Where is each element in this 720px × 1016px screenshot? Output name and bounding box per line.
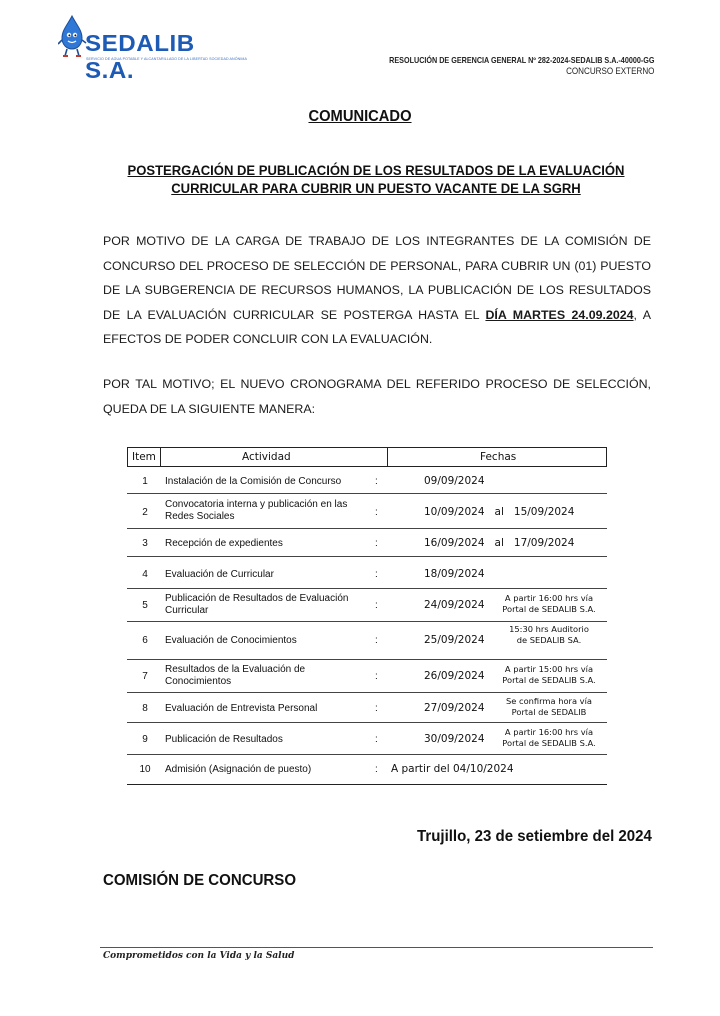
table-row	[127, 557, 607, 589]
sedalib-logo	[58, 14, 248, 83]
logo-wordmark: SEDALIB S.A.	[85, 30, 195, 83]
footer-slogan: Comprometidos con la Vida y la Salud	[103, 951, 295, 961]
row-colon: :	[375, 635, 378, 646]
place-and-date: Trujillo, 23 de setiembre del 2024	[417, 828, 652, 845]
row-activity: Evaluación de Conocimientos	[165, 635, 297, 646]
header-item: Item	[132, 451, 156, 463]
table-row	[127, 660, 607, 693]
row-colon: :	[375, 671, 378, 682]
table-row	[127, 693, 607, 723]
table-row	[127, 467, 607, 494]
row-activity: Convocatoria interna y publicación en las Redes Sociales	[165, 499, 348, 522]
row-note: Se confirma hora vía Portal de SEDALIB	[506, 696, 592, 717]
row-item: 2	[142, 507, 148, 518]
row-date: A partir del 04/10/2024	[391, 763, 514, 775]
row-note: A partir 16:00 hrs vía Portal de SEDALIB S.A.	[502, 727, 596, 748]
row-note: A partir 16:00 hrs vía Portal de SEDALIB S.A.	[502, 593, 596, 614]
row-colon: :	[375, 734, 378, 745]
row-item: 9	[142, 734, 148, 745]
row-item: 3	[142, 538, 148, 549]
row-activity: Recepción de expedientes	[165, 538, 283, 549]
row-activity: Admisión (Asignación de puesto)	[165, 764, 312, 775]
row-activity: Instalación de la Comisión de Concurso	[165, 476, 342, 487]
table-row	[127, 755, 607, 785]
resolution-block	[353, 56, 654, 77]
paragraph-text-end: , A EFECTOS DE PODER CONCLUIR CON LA EVALUACIÓN.	[103, 307, 652, 347]
row-date: 16/09/2024 al 17/09/2024	[424, 537, 575, 549]
paragraph-postponement	[103, 229, 651, 352]
row-date: 09/09/2024	[424, 475, 485, 487]
row-item: 6	[142, 635, 148, 646]
contest-type: CONCURSO EXTERNO	[565, 66, 654, 77]
headline	[100, 162, 652, 198]
row-item: 8	[142, 703, 148, 714]
table-row	[127, 589, 607, 622]
row-colon: :	[375, 764, 378, 775]
row-activity: Evaluación de Entrevista Personal	[165, 703, 318, 714]
row-date: 18/09/2024	[424, 568, 485, 580]
footer-divider	[100, 947, 653, 948]
committee-signature: COMISIÓN DE CONCURSO	[103, 872, 297, 889]
header-activity: Actividad	[242, 451, 291, 463]
row-date: 10/09/2024 al 15/09/2024	[424, 506, 575, 518]
row-note: A partir 15:00 hrs vía Portal de SEDALIB S.A.	[502, 664, 596, 685]
headline-line-2: CURRICULAR PARA CUBRIR UN PUESTO VACANTE DE LA SGRH	[171, 181, 581, 197]
row-activity: Publicación de Resultados	[165, 734, 283, 745]
row-activity: Evaluación de Curricular	[165, 569, 274, 580]
row-date: 25/09/2024	[424, 634, 485, 646]
row-colon: :	[375, 600, 378, 611]
row-colon: :	[375, 538, 378, 549]
resolution-number: RESOLUCIÓN DE GERENCIA GENERAL Nº 282-2024-SEDALIB S.A.-40000-GG	[388, 56, 654, 65]
table-row	[127, 494, 607, 529]
row-activity: Resultados de la Evaluación de Conocimientos	[165, 664, 306, 687]
document-title: COMUNICADO	[308, 108, 412, 125]
table-row	[127, 529, 607, 557]
row-item: 7	[142, 671, 148, 682]
row-note: 15:30 hrs Auditorio de SEDALIB SA.	[509, 624, 589, 645]
row-date: 26/09/2024	[424, 670, 485, 682]
water-drop-mascot-icon	[58, 14, 88, 60]
row-date: 24/09/2024	[424, 599, 485, 611]
header-dates: Fechas	[480, 451, 517, 463]
headline-line-1: POSTERGACIÓN DE PUBLICACIÓN DE LOS RESULTADOS DE LA EVALUACIÓN	[127, 163, 625, 179]
paragraph-text: POR MOTIVO DE LA CARGA DE TRABAJO DE LOS INTEGRANTES DE LA COMISIÓN DE CONCURSO DEL PROCESO DE SELECCIÓN DE PERSONAL, PARA CUBRIR UN (01) PUESTO DE LA SUBGERENCIA DE RECURSOS HUMANOS, LA PUBLICACIÓN DE LOS RESULTADOS DE LA EVALUACIÓN CURRICULAR SE POSTERGA HASTA EL	[103, 234, 651, 322]
paragraph-schedule-intro: POR TAL MOTIVO; EL NUEVO CRONOGRAMA DEL REFERIDO PROCESO DE SELECCIÓN, QUEDA DE LA SIGUIENTE MANERA:	[103, 377, 651, 416]
row-date: 30/09/2024	[424, 733, 485, 745]
row-item: 4	[142, 569, 148, 580]
row-item: 5	[142, 600, 148, 611]
row-item: 1	[142, 476, 148, 487]
row-colon: :	[375, 569, 378, 580]
table-row	[127, 723, 607, 755]
table-row	[127, 622, 607, 660]
table-header	[127, 447, 607, 467]
row-item: 10	[139, 764, 151, 775]
logo-subtitle: SERVICIO DE AGUA POTABLE Y ALCANTARILLADO DE LA LIBERTAD SOCIEDAD ANÓNIMA	[86, 57, 248, 61]
row-date: 27/09/2024	[424, 702, 485, 714]
schedule-table	[127, 447, 607, 785]
row-colon: :	[375, 507, 378, 518]
highlight-date: DÍA MARTES 24.09.2024	[485, 307, 634, 322]
row-colon: :	[375, 476, 378, 487]
row-colon: :	[375, 703, 378, 714]
row-activity: Publicación de Resultados de Evaluación Curricular	[165, 593, 349, 616]
